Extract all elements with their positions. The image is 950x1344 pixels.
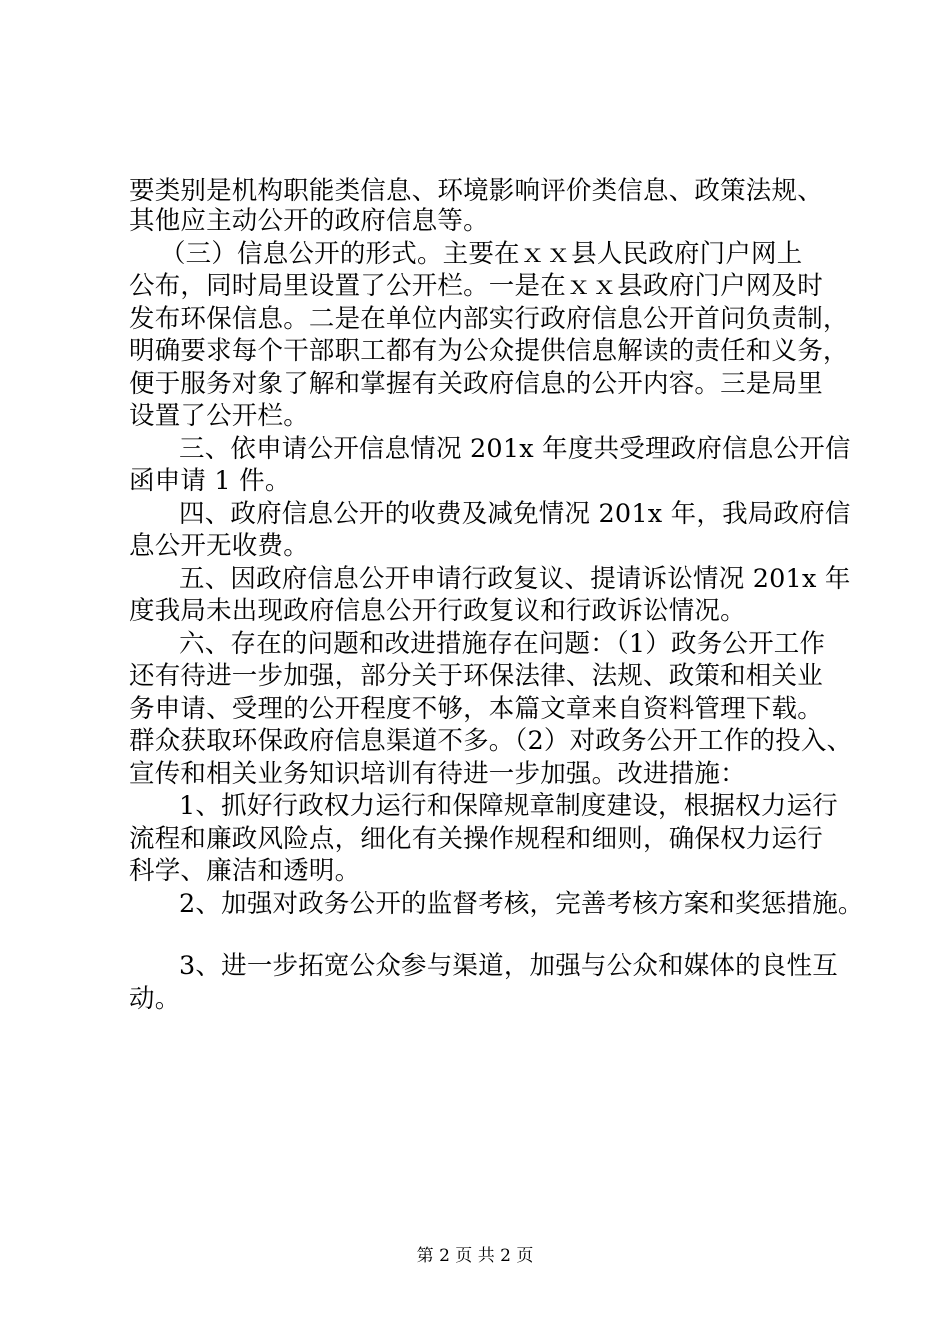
text-line: 务申请、受理的公开程度不够，本篇文章来自资料管理下载。 — [129, 694, 823, 724]
text-line: 要类别是机构职能类信息、环境影响评价类信息、政策法规、 — [129, 176, 823, 206]
text-line: 发布环保信息。二是在单位内部实行政府信息公开首问负责制， — [129, 304, 849, 334]
text-line: 设置了公开栏。 — [129, 401, 309, 431]
text-line: 三、依申请公开信息情况 201x 年度共受理政府信息公开信 — [179, 434, 851, 464]
text-line: 四、政府信息公开的收费及减免情况 201x 年，我局政府信 — [179, 499, 851, 529]
page-number-footer: 第 2 页 共 2 页 — [416, 1246, 534, 1266]
text-line: 便于服务对象了解和掌握有关政府信息的公开内容。三是局里 — [129, 369, 823, 399]
text-line: 公布，同时局里设置了公开栏。一是在ｘｘ县政府门户网及时 — [129, 271, 823, 301]
text-line: 五、因政府信息公开申请行政复议、提请诉讼情况 201x 年 — [179, 564, 851, 594]
text-line: 2、加强对政务公开的监督考核，完善考核方案和奖惩措施。 — [179, 889, 864, 919]
text-line: 息公开无收费。 — [129, 531, 309, 561]
text-line: 群众获取环保政府信息渠道不多。（2）对政务公开工作的投入、 — [129, 726, 853, 756]
text-line: 科学、廉洁和透明。 — [129, 856, 361, 886]
text-line: 1、抓好行政权力运行和保障规章制度建设，根据权力运行 — [179, 791, 838, 821]
text-line: 宣传和相关业务知识培训有待进一步加强。改进措施： — [129, 759, 746, 789]
text-line: 流程和廉政风险点，细化有关操作规程和细则，确保权力运行 — [129, 824, 823, 854]
text-line: （三）信息公开的形式。主要在ｘｘ县人民政府门户网上 — [147, 239, 803, 269]
text-line: 其他应主动公开的政府信息等。 — [129, 206, 489, 236]
text-line: 函申请 1 件。 — [129, 466, 291, 496]
text-line: 明确要求每个干部职工都有为公众提供信息解读的责任和义务， — [129, 336, 849, 366]
text-line: 六、存在的问题和改进措施存在问题：（1）政务公开工作 — [179, 629, 826, 659]
text-line: 度我局未出现政府信息公开行政复议和行政诉讼情况。 — [129, 596, 746, 626]
text-line: 动。 — [129, 984, 181, 1014]
text-line: 3、进一步拓宽公众参与渠道，加强与公众和媒体的良性互 — [179, 951, 838, 981]
text-line: 还有待进一步加强，部分关于环保法律、法规、政策和相关业 — [129, 661, 823, 691]
